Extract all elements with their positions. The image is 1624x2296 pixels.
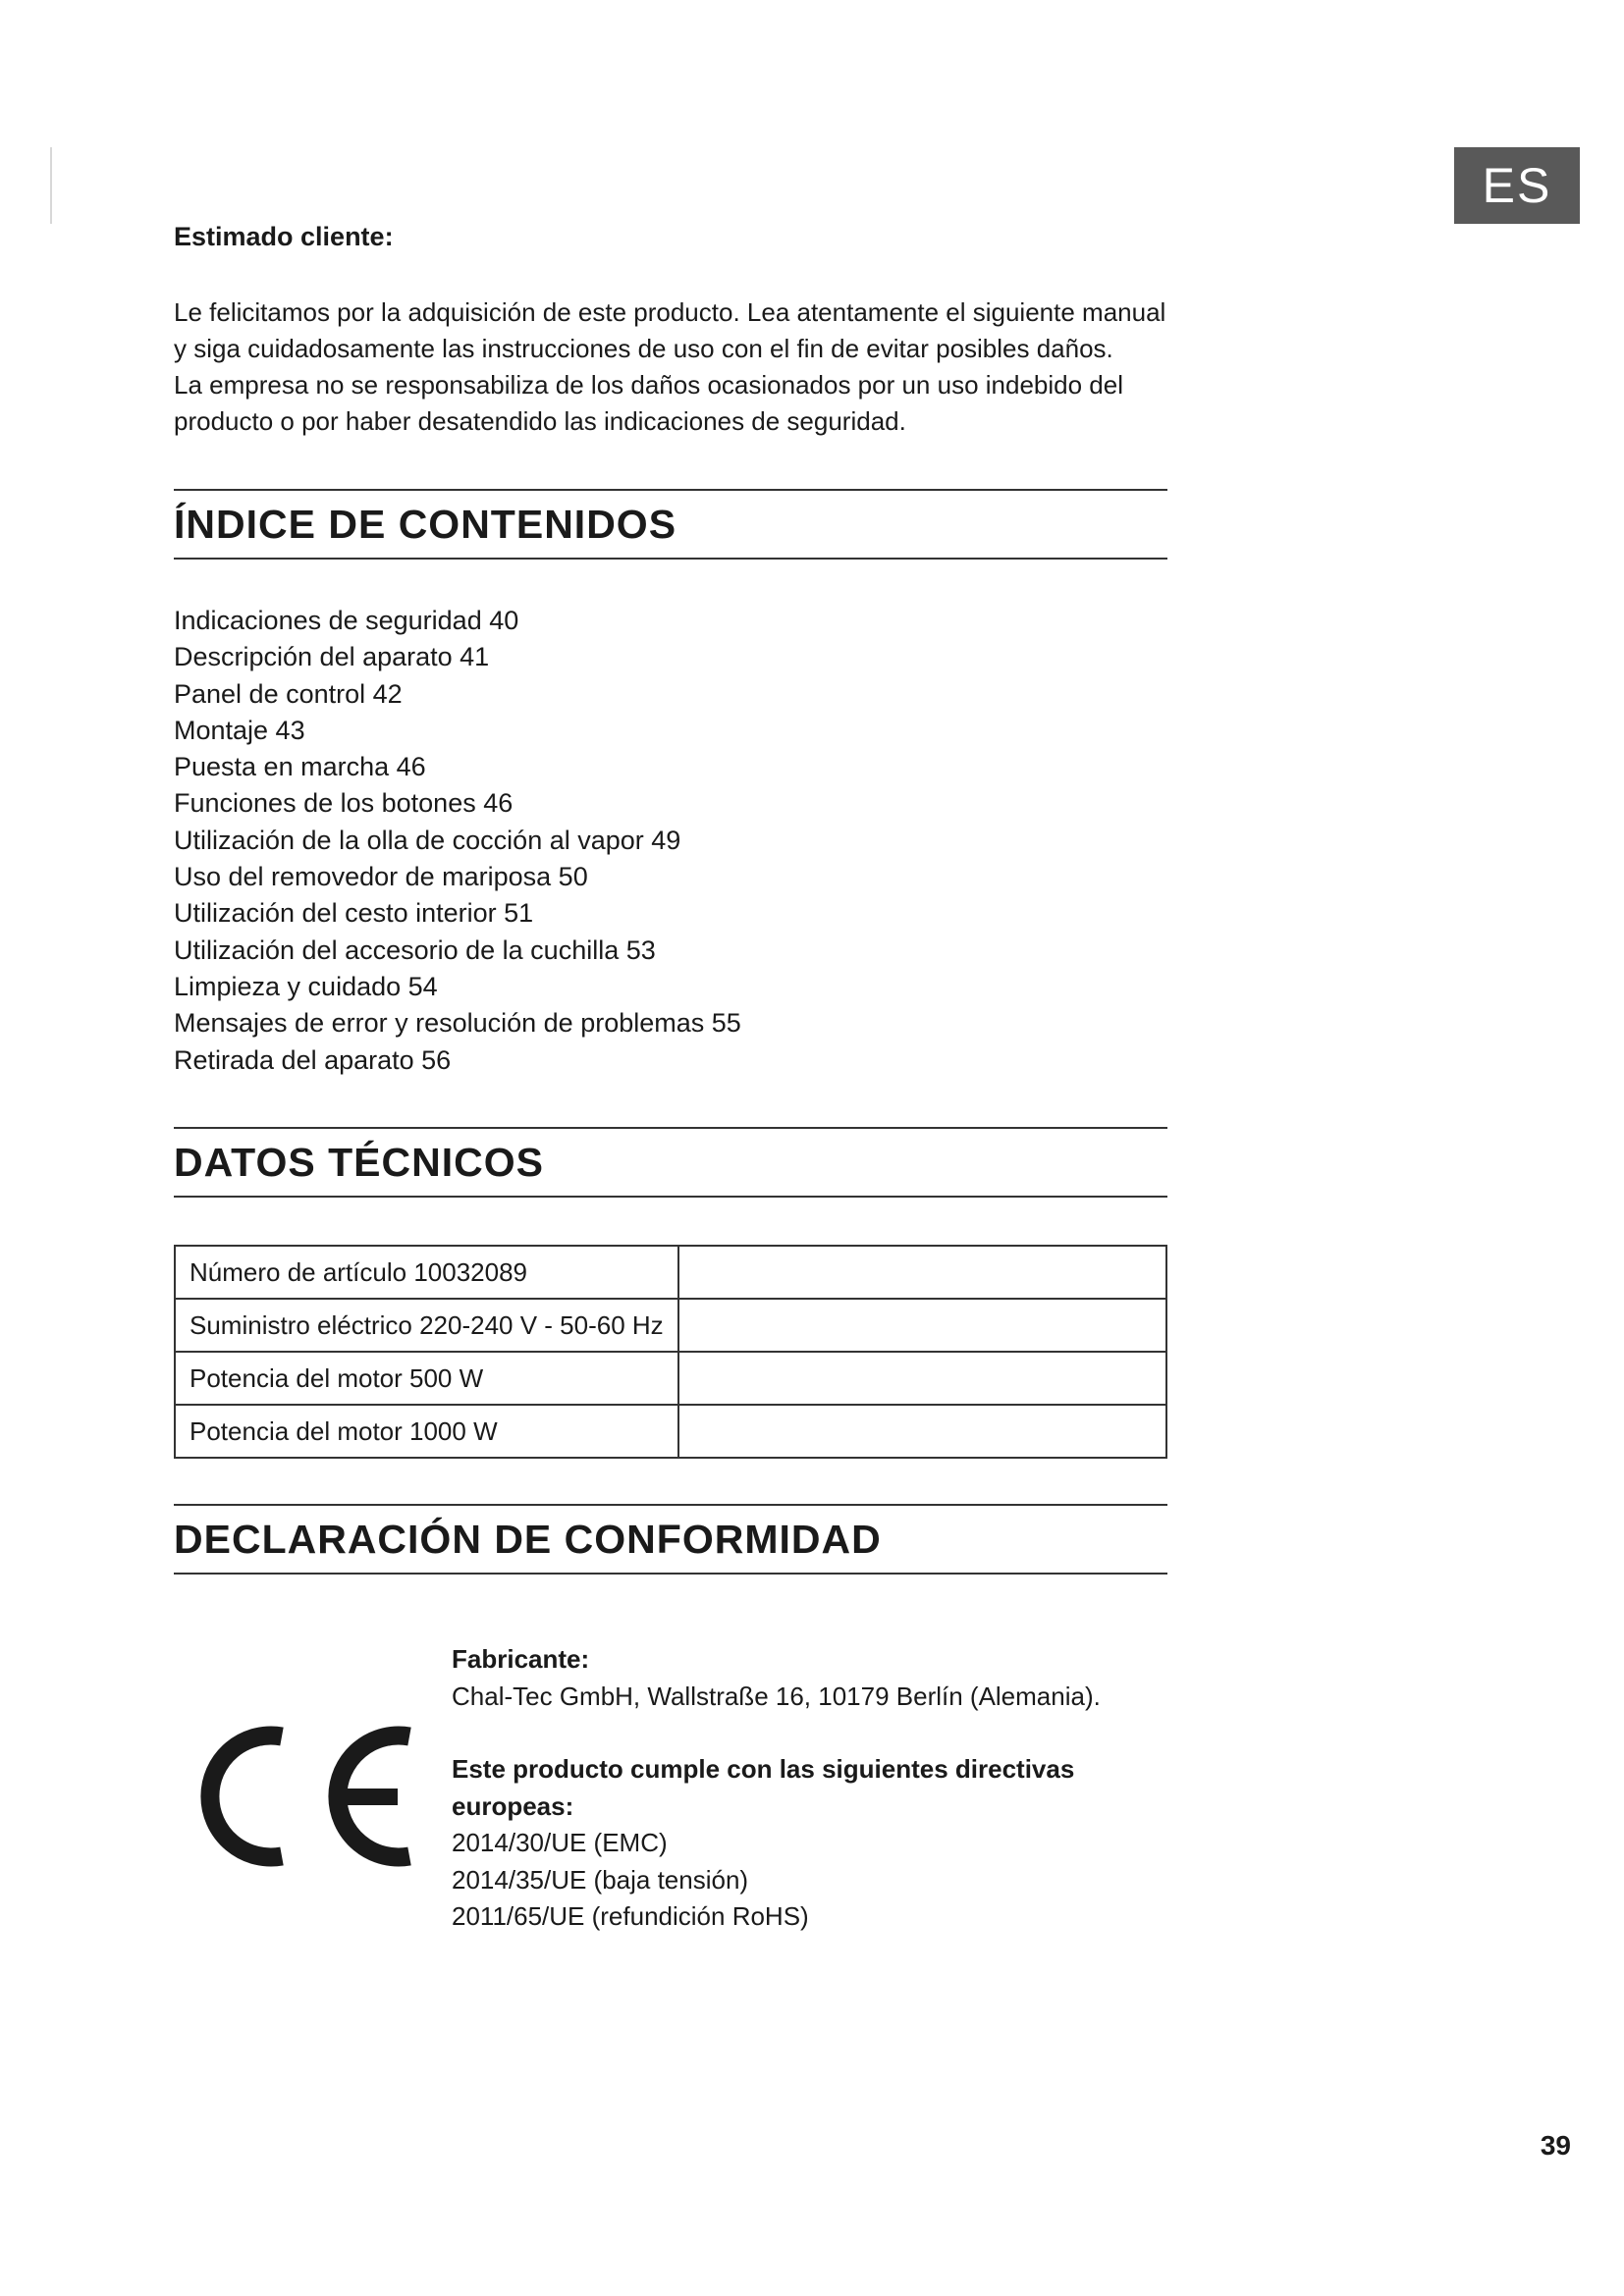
conformity-heading: DECLARACIÓN DE CONFORMIDAD <box>174 1517 882 1562</box>
spec-cell: Potencia del motor 500 W <box>175 1352 678 1405</box>
margin-mark <box>50 147 52 224</box>
spec-cell: Potencia del motor 1000 W <box>175 1405 678 1458</box>
toc-item: Utilización del cesto interior 51 <box>174 898 534 929</box>
toc-item: Panel de control 42 <box>174 678 403 709</box>
toc-item: Utilización del accesorio de la cuchilla 53 <box>174 934 656 965</box>
tech-specs-table <box>174 1245 1167 1459</box>
spec-cell: Suministro eléctrico 220-240 V - 50-60 Hz <box>175 1299 678 1352</box>
conformity-heading-bar <box>174 1504 1167 1575</box>
toc-heading-bar <box>174 489 1167 560</box>
directive-item: 2011/65/UE (refundición RoHS) <box>452 1901 809 1931</box>
toc-item: Descripción del aparato 41 <box>174 642 490 672</box>
spec-empty-cell <box>678 1352 1166 1405</box>
table-row <box>175 1246 1166 1299</box>
page-number: 39 <box>1540 2130 1571 2161</box>
directives-label: europeas: <box>452 1790 574 1821</box>
table-row <box>175 1299 1166 1352</box>
toc-item: Retirada del aparato 56 <box>174 1044 452 1075</box>
intro-line: producto o por haber desatendido las indicaciones de seguridad. <box>174 406 906 436</box>
toc-item: Limpieza y cuidado 54 <box>174 971 438 1001</box>
intro-line: La empresa no se responsabiliza de los daños ocasionados por un uso indebido del <box>174 370 1123 400</box>
toc-list <box>174 603 1167 1079</box>
toc-item: Utilización de la olla de cocción al vapor 49 <box>174 825 681 855</box>
intro-paragraph <box>174 294 1167 440</box>
ce-mark-icon <box>191 1713 417 1880</box>
manufacturer-address: Chal-Tec GmbH, Wallstraße 16, 10179 Berlín (Alemania). <box>452 1681 1101 1711</box>
manufacturer-block <box>452 1641 1168 1715</box>
toc-item: Uso del removedor de mariposa 50 <box>174 862 588 892</box>
tech-heading-bar <box>174 1127 1167 1198</box>
intro-line: Le felicitamos por la adquisición de este producto. Lea atentamente el siguiente manual <box>174 297 1166 327</box>
toc-item: Funciones de los botones 46 <box>174 788 514 819</box>
toc-item: Indicaciones de seguridad 40 <box>174 606 519 635</box>
intro-line: y siga cuidadosamente las instrucciones de uso con el fin de evitar posibles daños. <box>174 334 1113 363</box>
table-row <box>175 1405 1166 1458</box>
spec-empty-cell <box>678 1246 1166 1299</box>
directives-label: Este producto cumple con las siguientes directivas <box>452 1754 1075 1784</box>
ce-c-shape <box>210 1735 282 1857</box>
toc-heading: ÍNDICE DE CONTENIDOS <box>174 502 677 547</box>
tech-heading: DATOS TÉCNICOS <box>174 1140 544 1185</box>
greeting: Estimado cliente: <box>174 222 394 251</box>
language-badge: ES <box>1454 147 1580 224</box>
directive-item: 2014/30/UE (EMC) <box>452 1828 668 1857</box>
manufacturer-label: Fabricante: <box>452 1644 590 1674</box>
ce-e-bar <box>339 1789 398 1805</box>
spec-empty-cell <box>678 1299 1166 1352</box>
spec-empty-cell <box>678 1405 1166 1458</box>
table-row <box>175 1352 1166 1405</box>
directive-item: 2014/35/UE (baja tensión) <box>452 1864 749 1895</box>
directives-block <box>452 1751 1168 1936</box>
toc-item: Mensajes de error y resolución de problemas 55 <box>174 1008 741 1039</box>
toc-item: Montaje 43 <box>174 715 305 745</box>
toc-item: Puesta en marcha 46 <box>174 752 426 782</box>
spec-cell: Número de artículo 10032089 <box>175 1246 678 1299</box>
